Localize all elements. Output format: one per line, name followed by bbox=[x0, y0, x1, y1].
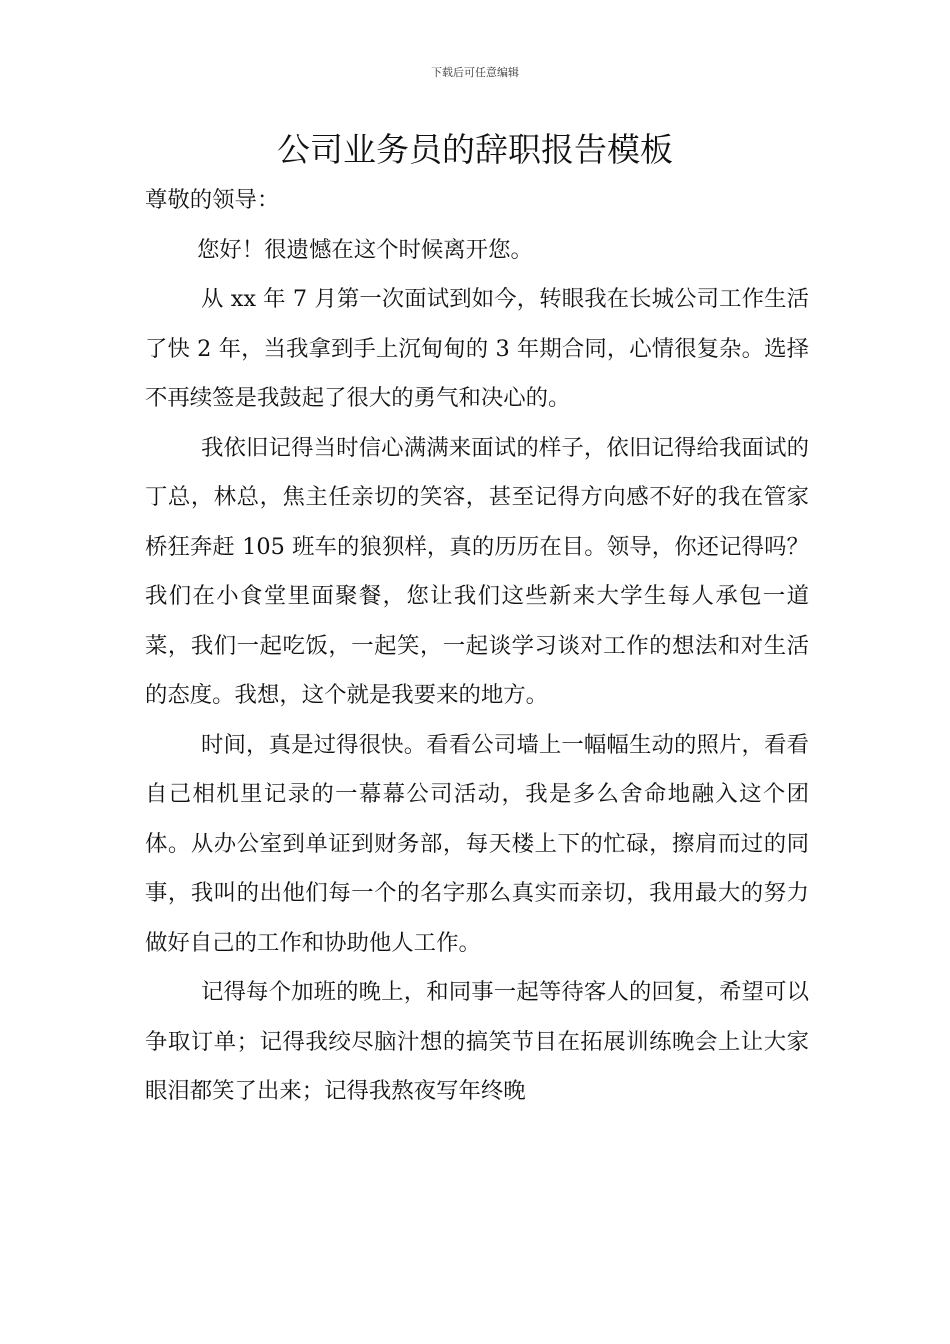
body-paragraph-3: 时间，真是过得很快。看看公司墙上一幅幅生动的照片，看看自己相机里记录的一幕幕公司活动，我是多么舍命地融入这个团体。从办公室到单证到财务部，每天楼上下的忙碌，擦肩而过的同事，我叫的出他们每一个的名字那么真实而亲切，我用最大的努力做好自己的工作和协助他人工作。 bbox=[145, 731, 809, 956]
body-paragraph-2: 我依旧记得当时信心满满来面试的样子，依旧记得给我面试的丁总，林总，焦主任亲切的笑容，甚至记得方向感不好的我在管家桥狂奔赶 105 班车的狼狈样，真的历历在目。领导，你还记得吗？我们在小食堂里面聚餐，您让我们这些新来大学生每人承包一道菜，我们一起吃饭，一起笑，一起谈学习谈对工作的想法和对生活的态度。我想，这个就是我要来的地方。 bbox=[145, 434, 809, 708]
body-paragraph-1: 从 xx 年 7 月第一次面试到如今，转眼我在长城公司工作生活了快 2 年，当我拿到手上沉甸甸的 3 年期合同，心情很复杂。选择不再续签是我鼓起了很大的勇气和决心的。 bbox=[145, 286, 809, 411]
document-body bbox=[145, 176, 809, 1117]
body-paragraph-4: 记得每个加班的晚上，和同事一起等待客人的回复，希望可以争取订单；记得我绞尽脑汁想的搞笑节目在拓展训练晚会上让大家眼泪都笑了出来；记得我熬夜写年终晚 bbox=[145, 979, 809, 1104]
page-header-note: 下载后可任意编辑 bbox=[431, 66, 519, 79]
salutation: 尊敬的领导： bbox=[145, 187, 280, 213]
greeting-paragraph: 您好！很遗憾在这个时候离开您。 bbox=[197, 236, 533, 263]
document-title: 公司业务员的辞职报告模板 bbox=[277, 130, 673, 169]
